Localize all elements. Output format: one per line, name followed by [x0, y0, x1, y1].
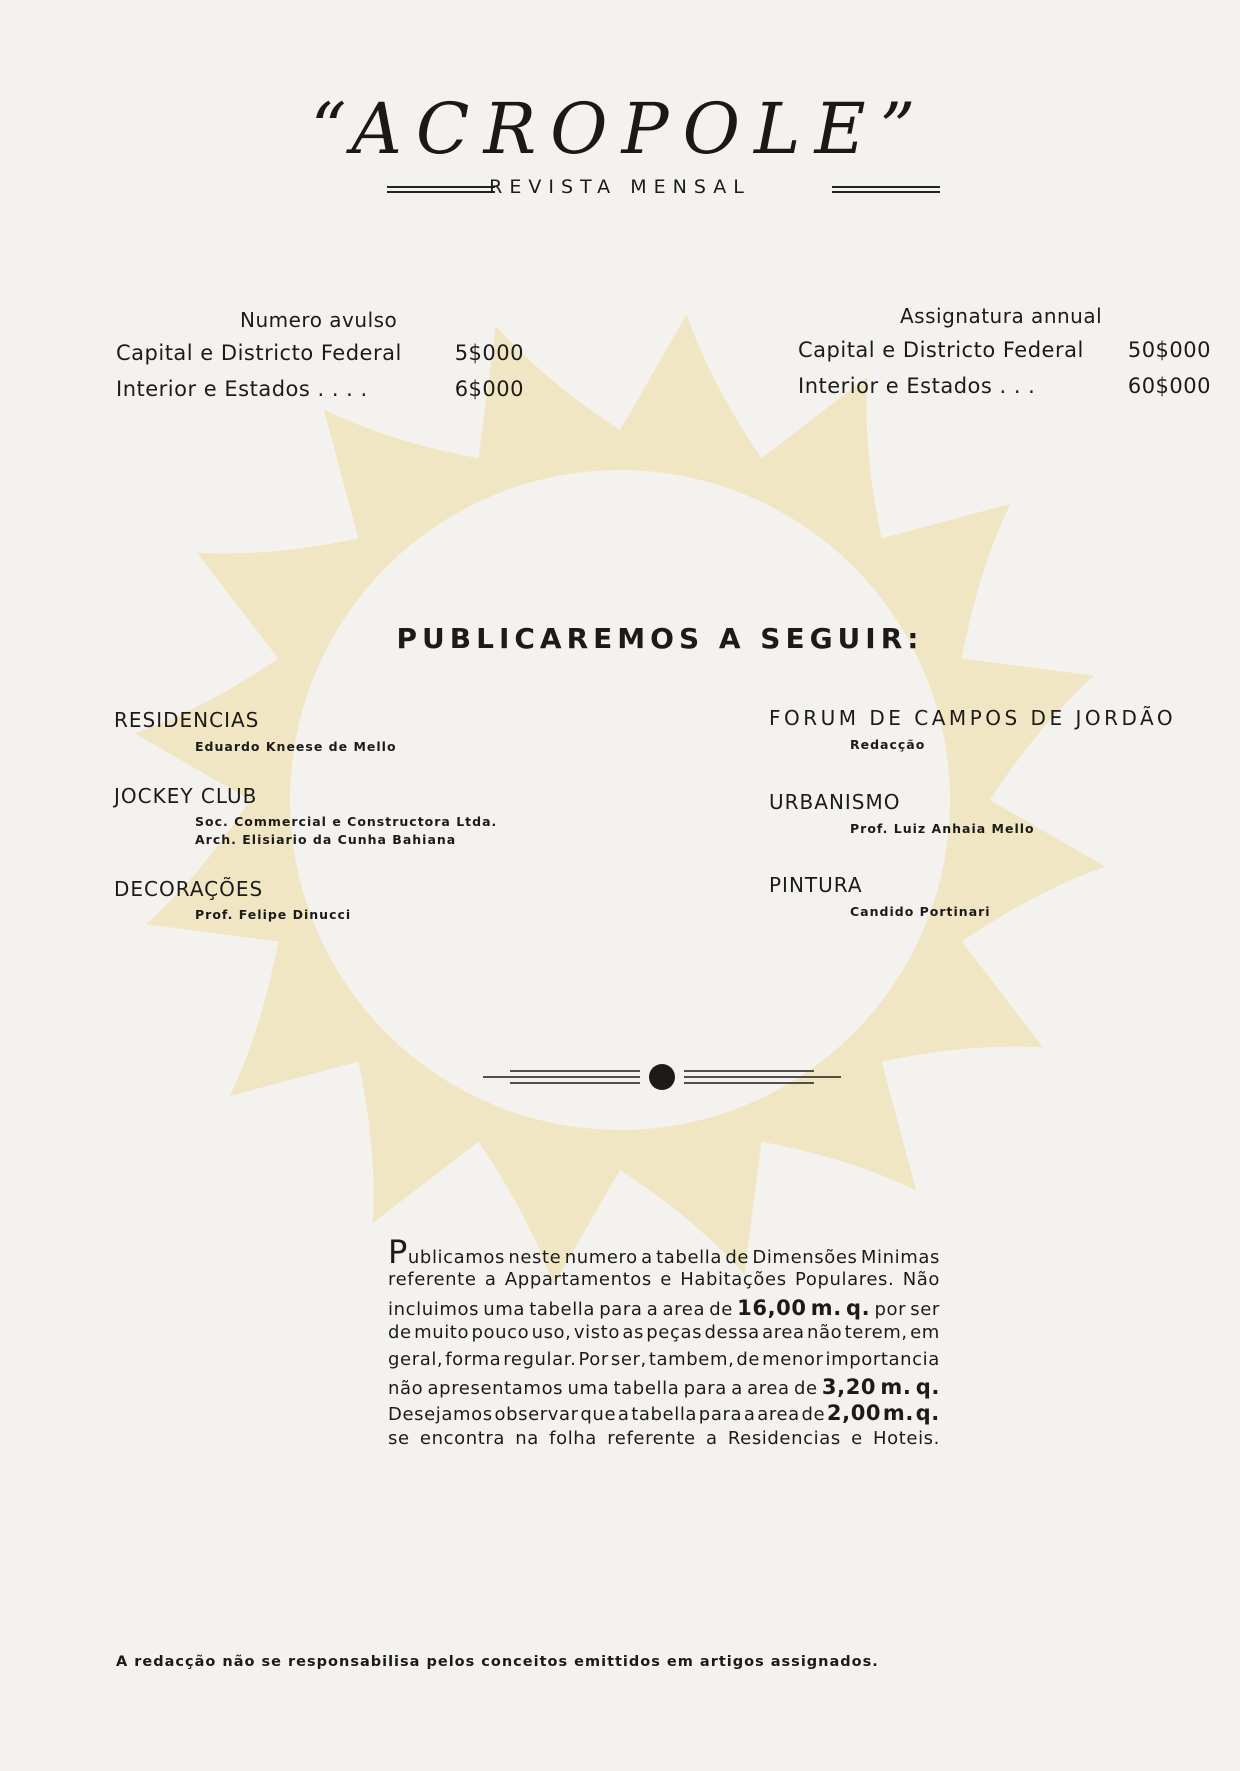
upcoming-title: FORUM DE CAMPOS DE JORDÃO	[769, 706, 1177, 730]
notice-word: area	[662, 1298, 706, 1320]
notice-word: importancia	[825, 1348, 940, 1370]
notice-line	[388, 1401, 940, 1427]
single-issue-heading: Numero avulso	[240, 308, 398, 332]
notice-word: não	[388, 1377, 424, 1399]
price-row	[116, 341, 524, 377]
notice-word: encontra	[419, 1427, 505, 1449]
notice-bold-word: m.	[880, 1374, 912, 1399]
notice-word: as	[622, 1322, 644, 1344]
notice-word: tabella	[613, 1377, 680, 1399]
notice-word: P	[388, 1233, 408, 1271]
upcoming-title: JOCKEY CLUB	[114, 784, 258, 808]
masthead-title: “ACROPOLE”	[310, 88, 930, 170]
divider-right	[832, 186, 940, 193]
annual-prices	[798, 338, 1211, 398]
notice-bold-word: q.	[915, 1374, 940, 1399]
notice-word: pouco	[471, 1322, 530, 1344]
notice-word: Residencias	[727, 1427, 841, 1449]
notice-word: Dimensões	[752, 1247, 858, 1268]
notice-word: para	[599, 1298, 643, 1320]
notice-word: a	[646, 1298, 659, 1320]
notice-word: se	[388, 1427, 410, 1449]
notice-word: a	[731, 1377, 743, 1399]
notice-word: Hoteis.	[873, 1427, 940, 1449]
notice-word: de	[725, 1247, 750, 1268]
notice-word: neste	[508, 1247, 562, 1268]
upcoming-author: Candido Portinari	[850, 904, 991, 919]
notice-word: de	[736, 1348, 761, 1370]
notice-word: a	[617, 1404, 630, 1426]
notice-word: a	[743, 1404, 756, 1426]
price-row	[116, 377, 524, 401]
notice-word: Minimas	[860, 1247, 940, 1268]
upcoming-author: Eduardo Kneese de Mello	[195, 739, 397, 754]
notice-word: a	[641, 1247, 653, 1268]
notice-word: não	[807, 1322, 843, 1344]
upcoming-author: Redacção	[850, 737, 926, 752]
notice-word: e	[660, 1269, 672, 1291]
notice-word: de	[709, 1298, 733, 1320]
upcoming-author: Soc. Commercial e Constructora Ltda.	[195, 814, 498, 829]
notice-word: em	[910, 1322, 940, 1344]
masthead-subtitle: REVISTA MENSAL	[489, 176, 751, 198]
single-issue-prices	[116, 341, 524, 401]
notice-word: Populares.	[795, 1269, 895, 1291]
notice-word: ublicamos	[407, 1247, 505, 1268]
disclaimer: A redacção não se responsabilisa pelos conceitos emittidos em artigos assignados.	[116, 1654, 879, 1670]
notice-word: ser	[910, 1298, 940, 1320]
notice-bold-word: q.	[846, 1295, 871, 1320]
upcoming-title: PINTURA	[769, 873, 863, 897]
upcoming-author: Prof. Felipe Dinucci	[195, 907, 352, 922]
notice-line	[388, 1428, 940, 1454]
price-value: 5$000	[454, 341, 524, 365]
price-value: 50$000	[1127, 338, 1211, 362]
price-label: Capital e Districto Federal	[798, 338, 1084, 362]
notice-word: de	[801, 1404, 826, 1426]
notice-bold-word: 2,00	[826, 1401, 882, 1426]
price-value: 6$000	[454, 377, 524, 401]
upcoming-title: DECORAÇÕES	[114, 877, 264, 901]
notice-word: por	[874, 1298, 907, 1320]
notice-word: apresentamos	[427, 1377, 564, 1399]
upcoming-heading: PUBLICAREMOS A SEGUIR:	[396, 622, 924, 655]
notice-word: Appartamentos	[504, 1269, 652, 1291]
notice-word: area	[747, 1377, 790, 1399]
notice-word: uso,	[531, 1322, 572, 1344]
notice-word: tabella	[656, 1247, 722, 1268]
upcoming-author: Arch. Elisiario da Cunha Bahiana	[195, 832, 457, 847]
notice-word: Não	[902, 1269, 940, 1291]
notice-word: de	[793, 1377, 818, 1399]
notice-word: menor	[762, 1348, 824, 1370]
notice-bold-word: q.	[915, 1401, 940, 1426]
notice-word: e	[851, 1427, 863, 1449]
notice-line	[388, 1375, 940, 1401]
notice-word: uma	[483, 1298, 526, 1320]
price-label: Interior e Estados . . .	[798, 374, 1036, 398]
ornament-divider	[480, 1060, 844, 1096]
notice-line	[388, 1322, 940, 1348]
notice-word: forma	[445, 1348, 502, 1370]
notice-word	[388, 1233, 505, 1271]
notice-word: peças	[646, 1322, 703, 1344]
notice-word: observar	[494, 1404, 579, 1426]
notice-bold-word: m.	[882, 1401, 914, 1426]
price-label: Interior e Estados . . . .	[116, 377, 368, 401]
notice-word: incluimos	[388, 1298, 480, 1320]
notice-word: a	[484, 1269, 497, 1291]
notice-word: tabella	[631, 1404, 698, 1426]
notice-word: Por	[578, 1348, 609, 1370]
notice-bold-word: 16,00	[737, 1295, 807, 1320]
notice-word: visto	[573, 1322, 620, 1344]
price-label: Capital e Districto Federal	[116, 341, 402, 365]
notice-word: referente	[607, 1427, 696, 1449]
price-value: 60$000	[1127, 374, 1211, 398]
notice-bold-word: 3,20	[821, 1374, 877, 1399]
notice-paragraph	[388, 1233, 940, 1454]
upcoming-title: URBANISMO	[769, 790, 901, 814]
notice-line	[388, 1269, 940, 1295]
notice-word: a	[705, 1427, 718, 1449]
notice-word: folha	[549, 1427, 597, 1449]
notice-word: ser,	[610, 1348, 647, 1370]
notice-word: de	[388, 1322, 412, 1344]
notice-word: geral,	[388, 1348, 444, 1370]
notice-word: area	[757, 1404, 800, 1426]
notice-line	[388, 1349, 940, 1375]
notice-word: tambem,	[648, 1348, 735, 1370]
notice-word: uma	[567, 1377, 610, 1399]
notice-word: referente	[388, 1269, 477, 1291]
notice-word: para	[698, 1404, 743, 1426]
notice-word: na	[515, 1427, 539, 1449]
notice-line	[388, 1296, 940, 1322]
notice-word: que	[580, 1404, 617, 1426]
notice-word: area	[762, 1322, 805, 1344]
notice-word: muito	[414, 1322, 470, 1344]
notice-word: dessa	[704, 1322, 760, 1344]
notice-word: regular.	[503, 1348, 577, 1370]
ornament-dot	[649, 1064, 675, 1090]
upcoming-title: RESIDENCIAS	[114, 708, 260, 732]
notice-word: terem,	[844, 1322, 908, 1344]
notice-word: numero	[564, 1247, 638, 1268]
notice-word: Desejamos	[388, 1404, 493, 1426]
price-row	[798, 374, 1211, 398]
price-row	[798, 338, 1211, 374]
notice-word: para	[683, 1377, 727, 1399]
annual-heading: Assignatura annual	[900, 304, 1103, 328]
notice-bold-word: m.	[810, 1295, 842, 1320]
notice-word: tabella	[529, 1298, 596, 1320]
notice-line	[388, 1233, 940, 1271]
notice-word: Habitações	[680, 1269, 787, 1291]
upcoming-author: Prof. Luiz Anhaia Mello	[850, 821, 1035, 836]
